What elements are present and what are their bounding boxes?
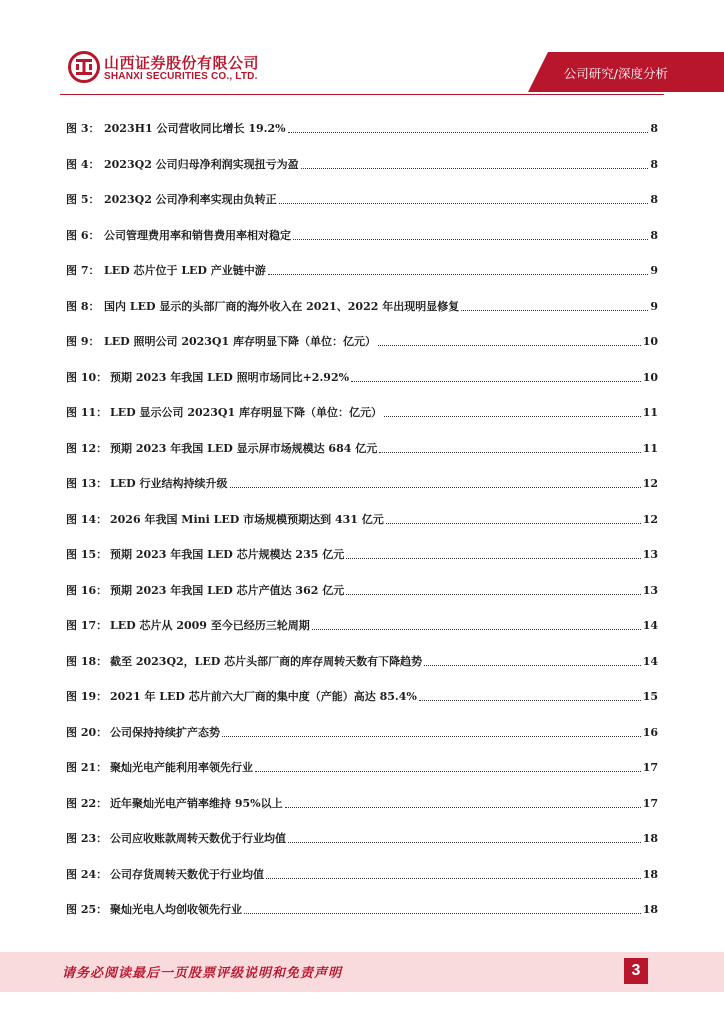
toc-entry[interactable] bbox=[66, 296, 658, 314]
toc-dot-leader bbox=[279, 203, 649, 204]
toc-entry-title: 2023Q2 公司净利率实现由负转正 bbox=[104, 193, 277, 206]
toc-entry-number: 图 9： bbox=[66, 335, 100, 348]
toc-entry-number: 图 11： bbox=[66, 406, 108, 419]
toc-entry-title: 预期 2023 年我国 LED 显示屏市场规模达 684 亿元 bbox=[110, 441, 378, 455]
toc-entry-number: 图 10： bbox=[66, 370, 108, 384]
toc-dot-leader bbox=[351, 381, 641, 382]
toc-entry-title: 截至 2023Q2，LED 芯片头部厂商的库存周转天数有下降趋势 bbox=[110, 654, 423, 668]
toc-entry-number: 图 20： bbox=[66, 725, 108, 739]
toc-entry-number: 图 16： bbox=[66, 583, 108, 597]
toc-entry[interactable] bbox=[66, 722, 658, 740]
toc-entry-number: 图 19： bbox=[66, 690, 108, 703]
toc-entry-number: 图 3： bbox=[66, 122, 100, 135]
toc-entry[interactable] bbox=[66, 225, 658, 243]
shanxi-securities-logo-icon bbox=[68, 51, 100, 83]
toc-entry[interactable] bbox=[66, 509, 658, 527]
toc-entry-page: 14 bbox=[642, 619, 658, 632]
toc-entry-page: 18 bbox=[642, 867, 658, 881]
toc-entry[interactable] bbox=[66, 473, 658, 491]
toc-dot-leader bbox=[244, 913, 641, 914]
toc-dot-leader bbox=[285, 807, 641, 808]
toc-entry-page: 8 bbox=[650, 122, 658, 135]
company-name-en: SHANXI SECURITIES CO., LTD. bbox=[104, 71, 258, 82]
toc-entry-page: 8 bbox=[650, 228, 658, 242]
toc-dot-leader bbox=[461, 310, 648, 311]
toc-entry-title: LED 芯片位于 LED 产业链中游 bbox=[104, 264, 266, 277]
toc-entry-number: 图 21： bbox=[66, 761, 108, 774]
toc-entry-number: 图 6： bbox=[66, 228, 100, 242]
toc-entry-page: 17 bbox=[642, 761, 658, 774]
toc-entry[interactable] bbox=[66, 544, 658, 562]
toc-entry[interactable] bbox=[66, 757, 658, 775]
toc-entry-number: 图 14： bbox=[66, 512, 108, 526]
toc-entry[interactable] bbox=[66, 367, 658, 385]
toc-dot-leader bbox=[424, 665, 641, 666]
toc-entry-title: LED 显示公司 2023Q1 库存明显下降（单位：亿元） bbox=[110, 406, 382, 419]
toc-entry-title: 2023Q2 公司归母净利润实现扭亏为盈 bbox=[104, 157, 299, 171]
toc-dot-leader bbox=[268, 274, 649, 275]
toc-entry-page: 8 bbox=[650, 157, 658, 171]
toc-entry[interactable] bbox=[66, 260, 658, 278]
toc-entry-page: 11 bbox=[642, 441, 658, 455]
toc-entry-number: 图 18： bbox=[66, 654, 108, 668]
toc-entry[interactable] bbox=[66, 899, 658, 917]
toc-entry-title: LED 照明公司 2023Q1 库存明显下降（单位：亿元） bbox=[104, 335, 376, 348]
toc-dot-leader bbox=[384, 416, 641, 417]
toc-entry-title: LED 行业结构持续升级 bbox=[110, 477, 228, 490]
toc-dot-leader bbox=[293, 239, 648, 240]
toc-entry-number: 图 23： bbox=[66, 832, 108, 845]
toc-entry-page: 10 bbox=[642, 370, 658, 384]
toc-entry-title: 聚灿光电人均创收领先行业 bbox=[110, 903, 242, 916]
toc-entry-page: 11 bbox=[642, 406, 658, 419]
disclaimer-text: 请务必阅读最后一页股票评级说明和免责声明 bbox=[62, 966, 343, 981]
toc-entry-number: 图 12： bbox=[66, 441, 108, 455]
report-section-label: 公司研究/深度分析 bbox=[563, 66, 668, 81]
toc-entry-page: 18 bbox=[642, 832, 658, 845]
toc-dot-leader bbox=[386, 523, 641, 524]
toc-entry-title: 2026 年我国 Mini LED 市场规模预期达到 431 亿元 bbox=[110, 512, 384, 526]
toc-entry[interactable] bbox=[66, 580, 658, 598]
toc-entry-title: 公司管理费用率和销售费用率相对稳定 bbox=[104, 228, 291, 242]
toc-dot-leader bbox=[419, 700, 641, 701]
toc-entry-title: 2023H1 公司营收同比增长 19.2% bbox=[104, 122, 286, 135]
toc-entry-page: 12 bbox=[642, 477, 658, 490]
toc-entry-page: 16 bbox=[642, 725, 658, 739]
toc-entry-page: 18 bbox=[642, 903, 658, 916]
toc-dot-leader bbox=[346, 594, 640, 595]
toc-entry-number: 图 5： bbox=[66, 193, 100, 206]
toc-entry-title: 聚灿光电产能利用率领先行业 bbox=[110, 761, 253, 774]
toc-entry-page: 10 bbox=[642, 335, 658, 348]
toc-entry-number: 图 15： bbox=[66, 548, 108, 561]
header-divider bbox=[60, 94, 664, 95]
toc-entry-page: 12 bbox=[642, 512, 658, 526]
toc-dot-leader bbox=[255, 771, 641, 772]
toc-dot-leader bbox=[266, 878, 641, 879]
toc-entry-page: 14 bbox=[642, 654, 658, 668]
toc-entry-number: 图 7： bbox=[66, 264, 100, 277]
toc-dot-leader bbox=[312, 629, 641, 630]
toc-entry[interactable] bbox=[66, 615, 658, 633]
toc-dot-leader bbox=[301, 168, 649, 169]
toc-entry-title: 公司应收账款周转天数优于行业均值 bbox=[110, 832, 286, 845]
toc-dot-leader bbox=[288, 842, 641, 843]
toc-entry-page: 9 bbox=[650, 264, 658, 277]
toc-entry-number: 图 17： bbox=[66, 619, 108, 632]
toc-entry-number: 图 8： bbox=[66, 299, 100, 313]
toc-entry-page: 13 bbox=[642, 583, 658, 597]
toc-dot-leader bbox=[346, 558, 640, 559]
toc-entry-title: 公司存货周转天数优于行业均值 bbox=[110, 867, 264, 881]
toc-entry-number: 图 25： bbox=[66, 903, 108, 916]
toc-entry[interactable] bbox=[66, 118, 658, 136]
toc-entry-number: 图 22： bbox=[66, 796, 108, 810]
company-name-cn: 山西证券股份有限公司 bbox=[104, 54, 260, 72]
toc-entry-number: 图 24： bbox=[66, 867, 108, 881]
toc-entry-page: 15 bbox=[642, 690, 658, 703]
toc-entry[interactable] bbox=[66, 402, 658, 420]
page-header bbox=[0, 0, 724, 100]
toc-dot-leader bbox=[379, 452, 640, 453]
toc-dot-leader bbox=[378, 345, 641, 346]
toc-entry-page: 9 bbox=[650, 299, 658, 313]
toc-entry-title: 预期 2023 年我国 LED 照明市场同比+2.92% bbox=[110, 370, 350, 384]
toc-entry-page: 8 bbox=[650, 193, 658, 206]
toc-entry[interactable] bbox=[66, 864, 658, 882]
toc-entry-number: 图 13： bbox=[66, 477, 108, 490]
toc-dot-leader bbox=[222, 736, 641, 737]
toc-entry-title: LED 芯片从 2009 至今已经历三轮周期 bbox=[110, 619, 310, 632]
toc-entry-title: 2021 年 LED 芯片前六大厂商的集中度（产能）高达 85.4% bbox=[110, 690, 417, 703]
toc-entry-title: 公司保持持续扩产态势 bbox=[110, 725, 220, 739]
toc-entry[interactable] bbox=[66, 154, 658, 172]
toc-entry-title: 预期 2023 年我国 LED 芯片规模达 235 亿元 bbox=[110, 548, 345, 561]
toc-entry-title: 国内 LED 显示的头部厂商的海外收入在 2021、2022 年出现明显修复 bbox=[104, 299, 460, 313]
page-number: 3 bbox=[624, 958, 648, 984]
toc-entry[interactable] bbox=[66, 793, 658, 811]
toc-entry-number: 图 4： bbox=[66, 157, 100, 171]
toc-entry-title: 预期 2023 年我国 LED 芯片产值达 362 亿元 bbox=[110, 583, 345, 597]
toc-entry[interactable] bbox=[66, 331, 658, 349]
toc-entry-page: 13 bbox=[642, 548, 658, 561]
toc-entry[interactable] bbox=[66, 651, 658, 669]
toc-dot-leader bbox=[230, 487, 641, 488]
toc-dot-leader bbox=[288, 132, 649, 133]
toc-entry[interactable] bbox=[66, 438, 658, 456]
toc-entry-title: 近年聚灿光电产销率维持 95%以上 bbox=[110, 796, 283, 810]
toc-entry[interactable] bbox=[66, 828, 658, 846]
toc-entry[interactable] bbox=[66, 686, 658, 704]
toc-entry-page: 17 bbox=[642, 796, 658, 810]
toc-entry[interactable] bbox=[66, 189, 658, 207]
